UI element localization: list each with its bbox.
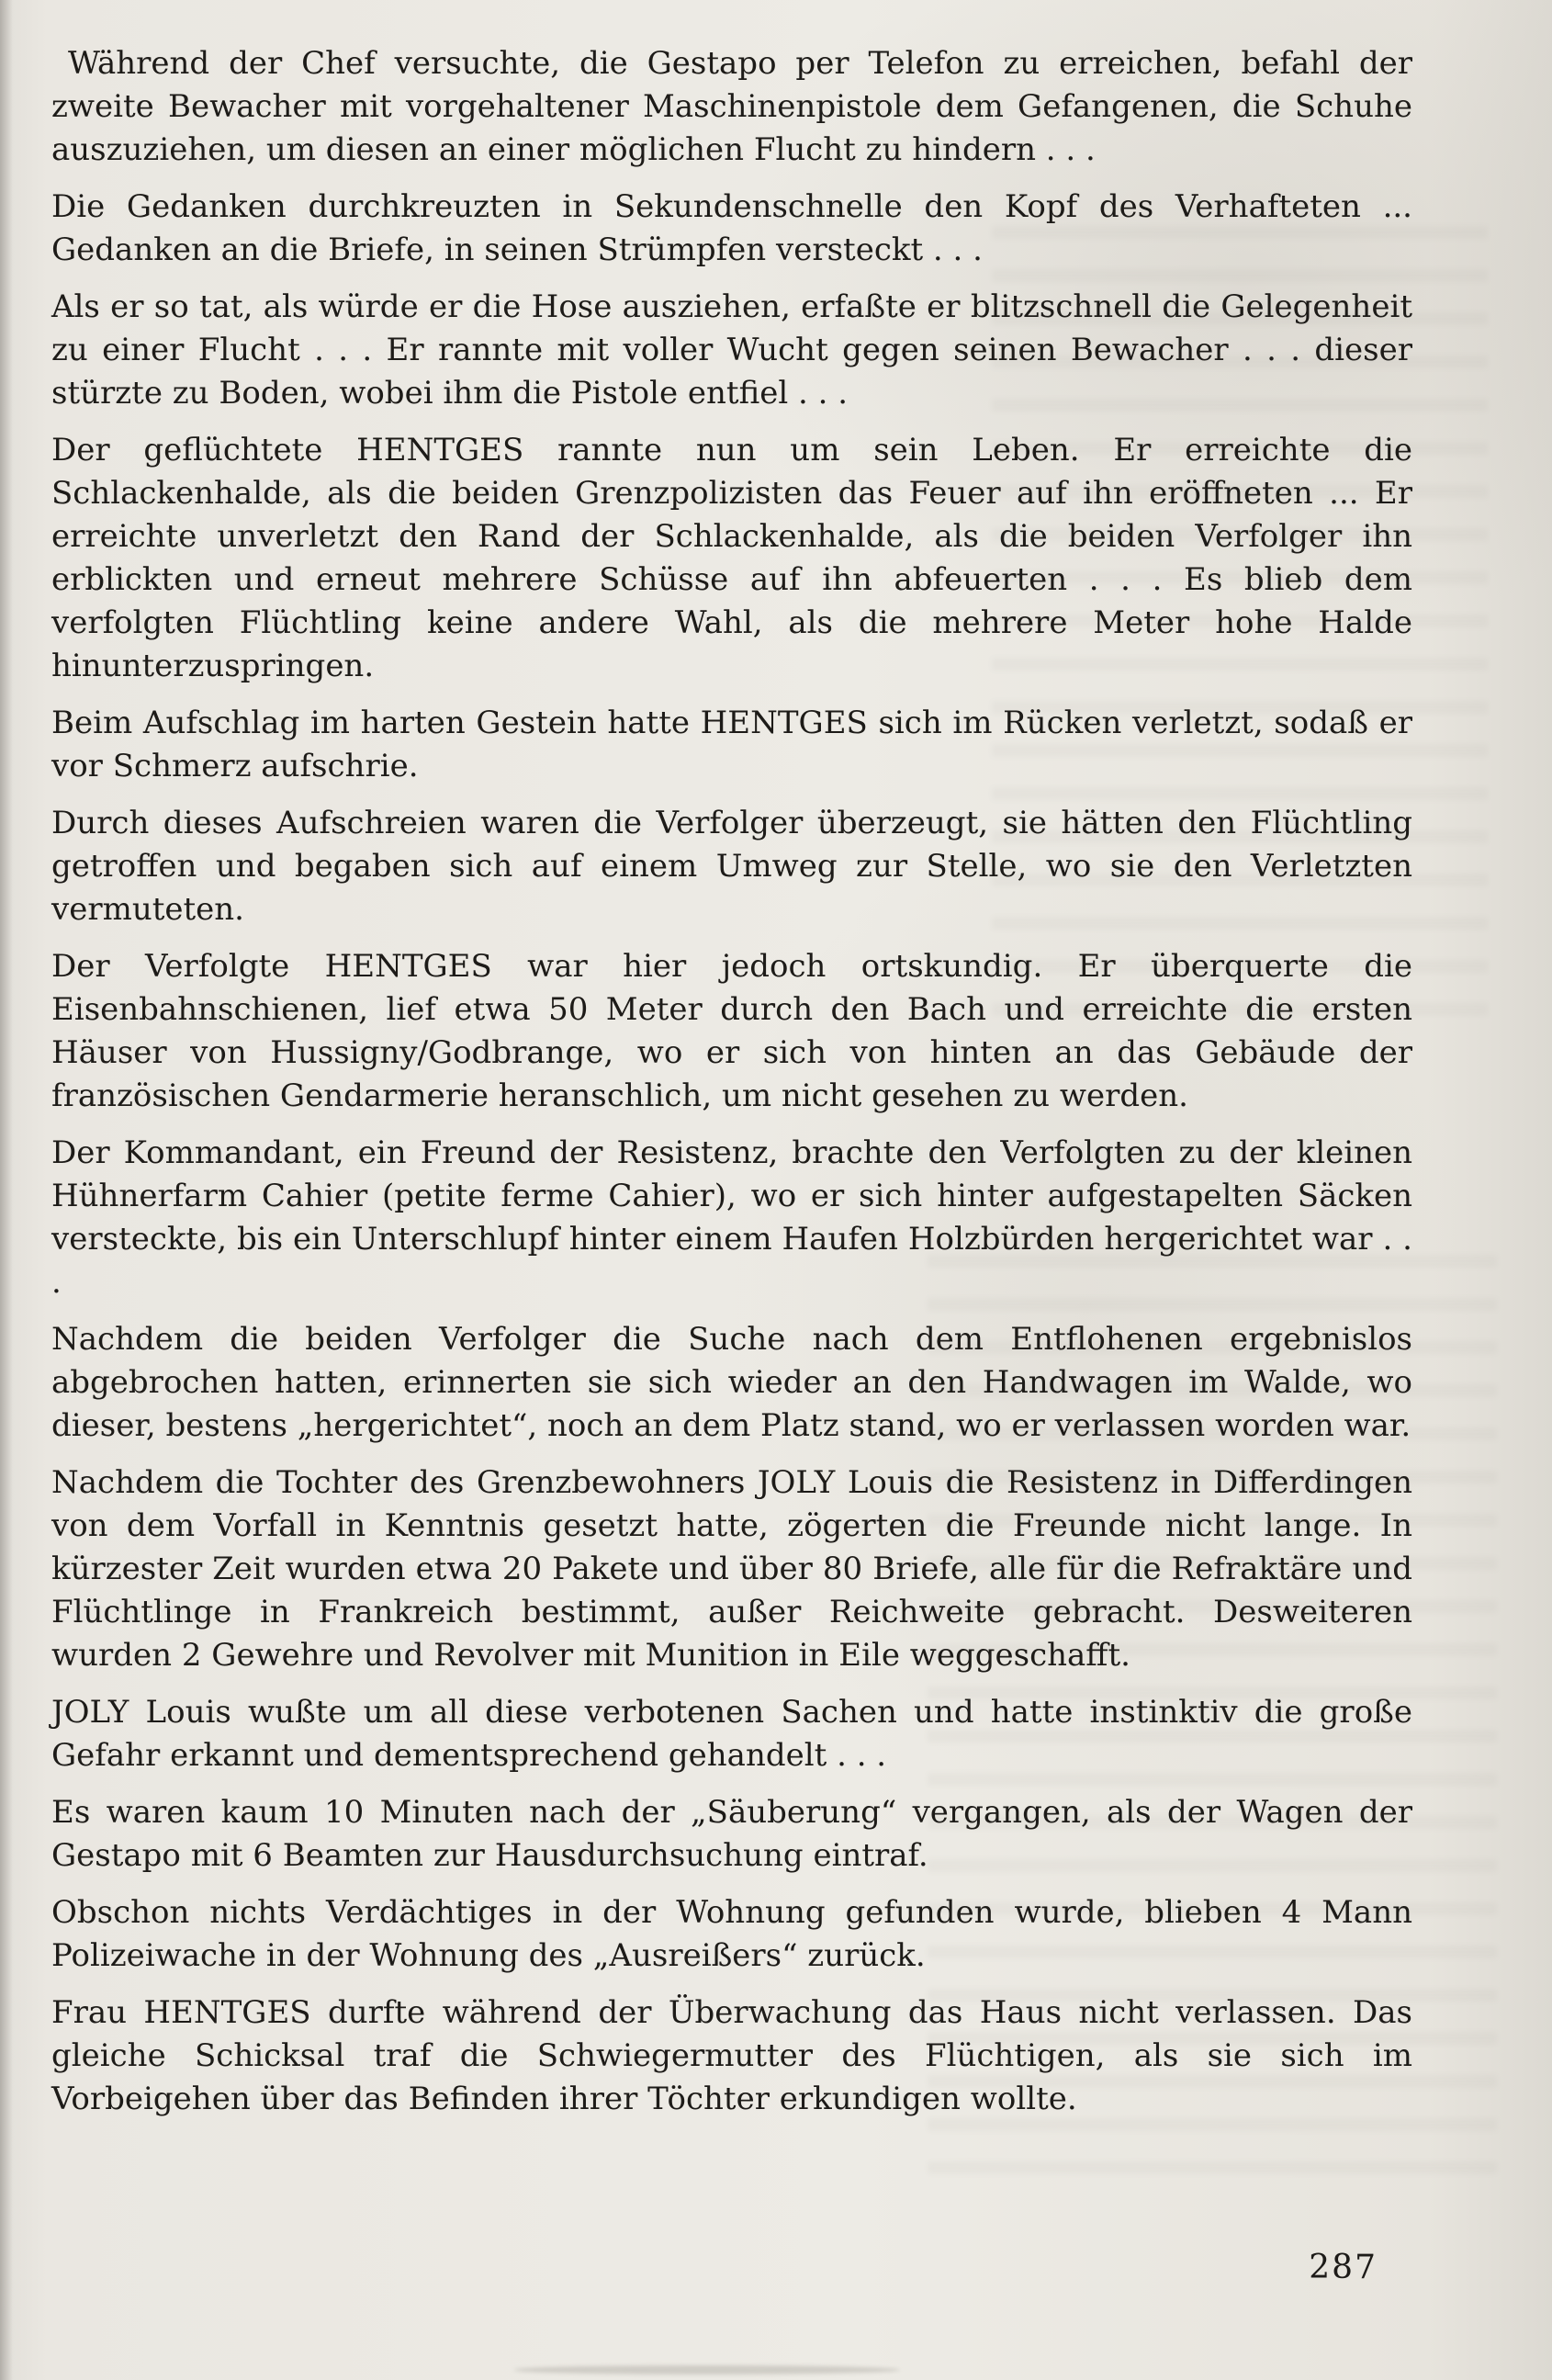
paragraph: Durch dieses Aufschreien waren die Verfolger überzeugt, sie hätten den Flüchtling getroffen und begaben sich auf einem Umweg zur Stelle, wo sie den Verletzten vermuteten. [51, 805, 1412, 928]
paragraph: Frau HENTGES durfte während der Überwachung das Haus nicht verlassen. Das gleiche Schicksal traf die Schwiegermutter des Flüchtigen, als sie sich im Vorbeigehen über das Befinden ihrer Töchter erkundigen wollte. [51, 1994, 1412, 2117]
paragraph: Der geflüchtete HENTGES rannte nun um sein Leben. Er erreichte die Schlackenhalde, als die beiden Grenzpolizisten das Feuer auf ihn eröffneten ... Er erreichte unverletzt den Rand der Schlackenhalde, als die beiden Verfolger ihn erblickten und erneut mehrere Schüsse auf ihn abfeuerten . . . Es blieb dem verfolgten Flüchtling keine andere Wahl, als die mehrere Meter hohe Halde hinunterzuspringen. [51, 432, 1412, 684]
paragraph: Nachdem die Tochter des Grenzbewohners JOLY Louis die Resistenz in Differdingen von dem Vorfall in Kenntnis gesetzt hatte, zögerten die Freunde nicht lange. In kürzester Zeit wurden etwa 20 Pakete und über 80 Briefe, alle für die Refraktäre und Flüchtlinge in Frankreich bestimmt, außer Reichweite gebracht. Desweiteren wurden 2 Gewehre und Revolver mit Munition in Eile weggeschafft. [51, 1464, 1412, 1674]
paragraph: Die Gedanken durchkreuzten in Sekundenschnelle den Kopf des Verhafteten ... Gedanken an die Briefe, in seinen Strümpfen versteckt . . . [51, 188, 1412, 268]
paragraph: JOLY Louis wußte um all diese verbotenen Sachen und hatte instinktiv die große Gefahr erkannt und dementsprechend gehandelt . . . [51, 1694, 1412, 1774]
paragraph: Der Kommandant, ein Freund der Resistenz, brachte den Verfolgten zu der kleinen Hühnerfarm Cahier (petite ferme Cahier), wo er sich hinter aufgestapelten Säcken versteckte, bis ein Unterschlupf hinter einem Haufen Holzbürden hergerichtet war . . . [51, 1134, 1412, 1301]
paragraph: Obschon nichts Verdächtiges in der Wohnung gefunden wurde, blieben 4 Mann Polizeiwache in der Wohnung des „Ausreißers“ zurück. [51, 1894, 1412, 1974]
paragraph: Der Verfolgte HENTGES war hier jedoch ortskundig. Er überquerte die Eisenbahnschienen, lief etwa 50 Meter durch den Bach und erreichte die ersten Häuser von Hussigny/Godbrange, wo er sich von hinten an das Gebäude der französischen Gendarmerie heranschlich, um nicht gesehen zu werden. [51, 948, 1412, 1114]
paragraph: Es waren kaum 10 Minuten nach der „Säuberung“ vergangen, als der Wagen der Gestapo mit 6 Beamten zur Hausdurchsuchung eintraf. [51, 1794, 1412, 1874]
paragraph: Nachdem die beiden Verfolger die Suche nach dem Entflohenen ergebnislos abgebrochen hatten, erinnerten sie sich wieder an den Handwagen im Walde, wo dieser, bestens „hergerichtet“, noch an dem Platz stand, wo er verlassen worden war. [51, 1321, 1412, 1444]
paragraph: Beim Aufschlag im harten Gestein hatte HENTGES sich im Rücken verletzt, sodaß er vor Schmerz aufschrie. [51, 705, 1412, 784]
page-text [51, 42, 1412, 2135]
scan-bottom-artifact [514, 2365, 900, 2374]
scan-edge-shadow [0, 0, 13, 2380]
paragraph: Als er so tat, als würde er die Hose ausziehen, erfaßte er blitzschnell die Gelegenheit zu einer Flucht . . . Er rannte mit voller Wucht gegen seinen Bewacher . . . dieser stürzte zu Boden, wobei ihm die Pistole entfiel . . . [51, 288, 1412, 412]
paragraph: Während der Chef versuchte, die Gestapo per Telefon zu erreichen, befahl der zweite Bewacher mit vorgehaltener Maschinenpistole dem Gefangenen, die Schuhe auszuziehen, um diesen an einer möglichen Flucht zu hindern . . . [51, 45, 1412, 168]
page-number: 287 [1309, 2249, 1378, 2286]
